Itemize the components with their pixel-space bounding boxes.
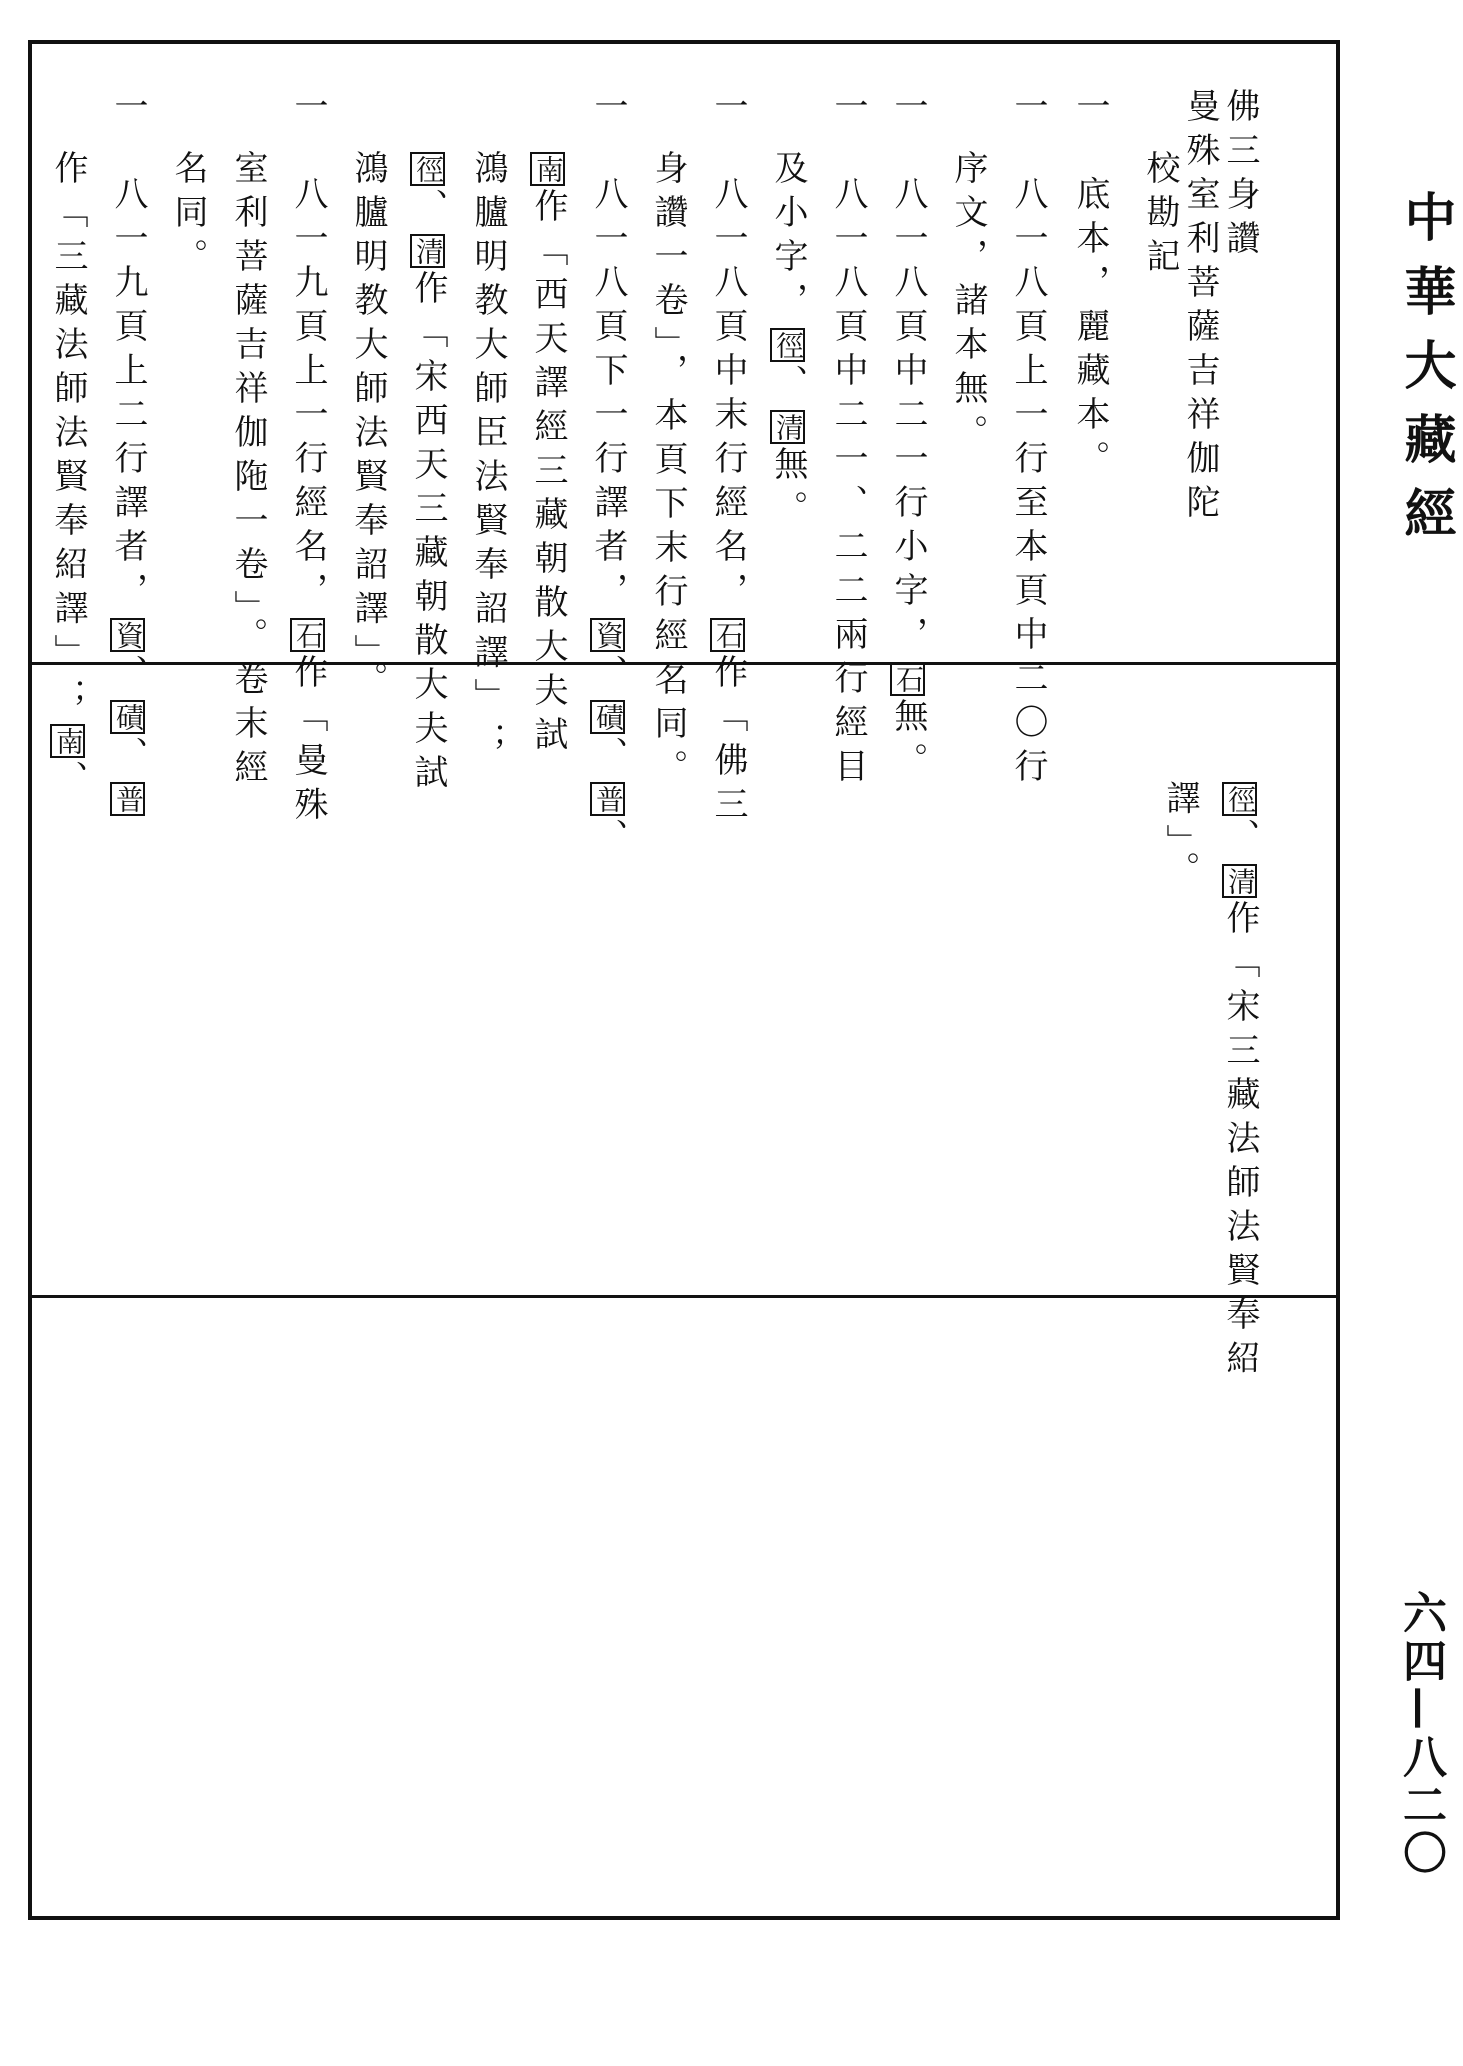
text-column-21: 徑、清作「宋三藏法師法賢奉紹 — [1218, 780, 1262, 1384]
text-column-19: 一 八一九頁上二行譯者，資、磧、普 — [106, 88, 150, 818]
edition-mark: 資 — [590, 618, 625, 652]
edition-mark: 普 — [590, 782, 625, 816]
edition-mark: 普 — [110, 782, 145, 816]
text-column-heading: 校勘記 — [1140, 150, 1180, 282]
edition-mark: 南 — [530, 152, 565, 186]
text-column-9: 一 八一八頁中末行經名，石作「佛三 — [708, 88, 748, 830]
text-column-12: 南作「西天譯經三藏朝散大夫試 — [526, 150, 570, 760]
text-column-20: 作「三藏法師法賢奉紹譯」；南、 — [48, 150, 88, 804]
edition-mark: 清 — [770, 410, 805, 444]
text-column-subtitle: 曼殊室利菩薩吉祥伽陀 — [1180, 88, 1220, 528]
edition-mark: 清 — [1222, 864, 1257, 898]
edition-mark: 徑 — [770, 328, 805, 362]
edition-mark: 徑 — [410, 152, 445, 186]
text-column-11: 一 八一八頁下一行譯者，資、磧、普、 — [588, 88, 628, 862]
edition-mark: 石 — [890, 662, 925, 696]
page-number: 六四—八二〇 — [1395, 1590, 1446, 1878]
edition-mark: 南 — [50, 724, 85, 758]
text-column-4: 一 八一八頁上一行至本頁中二〇行 — [1008, 88, 1048, 792]
edition-mark: 石 — [290, 618, 325, 652]
edition-mark: 磧 — [590, 700, 625, 734]
edition-mark: 石 — [710, 618, 745, 652]
text-column-15: 鴻臚明教大師法賢奉詔譯」。 — [348, 150, 388, 705]
edition-mark: 磧 — [110, 700, 145, 734]
edition-mark: 徑 — [1222, 782, 1257, 816]
text-column-7: 一 八一八頁中二一、二二兩行經目 — [828, 88, 868, 792]
text-column-18: 名同。 — [168, 150, 208, 282]
text-column-6: 一 八一八頁中二一行小字，石無。 — [888, 88, 928, 786]
side-title: 中華大藏經 — [1395, 190, 1456, 560]
text-column-16: 一 八一九頁上一行經名，石作「曼殊 — [288, 88, 328, 830]
text-column-8: 及小字，徑、清無。 — [768, 150, 808, 534]
text-column-10: 身讚一卷」，本頁下末行經名同。 — [648, 150, 688, 793]
text-column-5: 序文，諸本無。 — [948, 150, 988, 458]
edition-mark: 清 — [410, 234, 445, 268]
divider-line-bottom — [28, 1295, 1340, 1298]
text-column-14: 徑、清作「宋西天三藏朝散大夫試 — [406, 150, 450, 798]
text-column-22: 譯」。 — [1160, 780, 1200, 895]
text-column-title: 佛三身讚 — [1220, 88, 1260, 264]
text-column-17: 室利菩薩吉祥伽陁一卷」。卷末經 — [228, 150, 268, 793]
text-column-13: 鴻臚明教大師臣法賢奉詔譯」； — [468, 150, 508, 766]
text-column-3: 一 底本，麗藏本。 — [1070, 88, 1110, 484]
edition-mark: 資 — [110, 618, 145, 652]
